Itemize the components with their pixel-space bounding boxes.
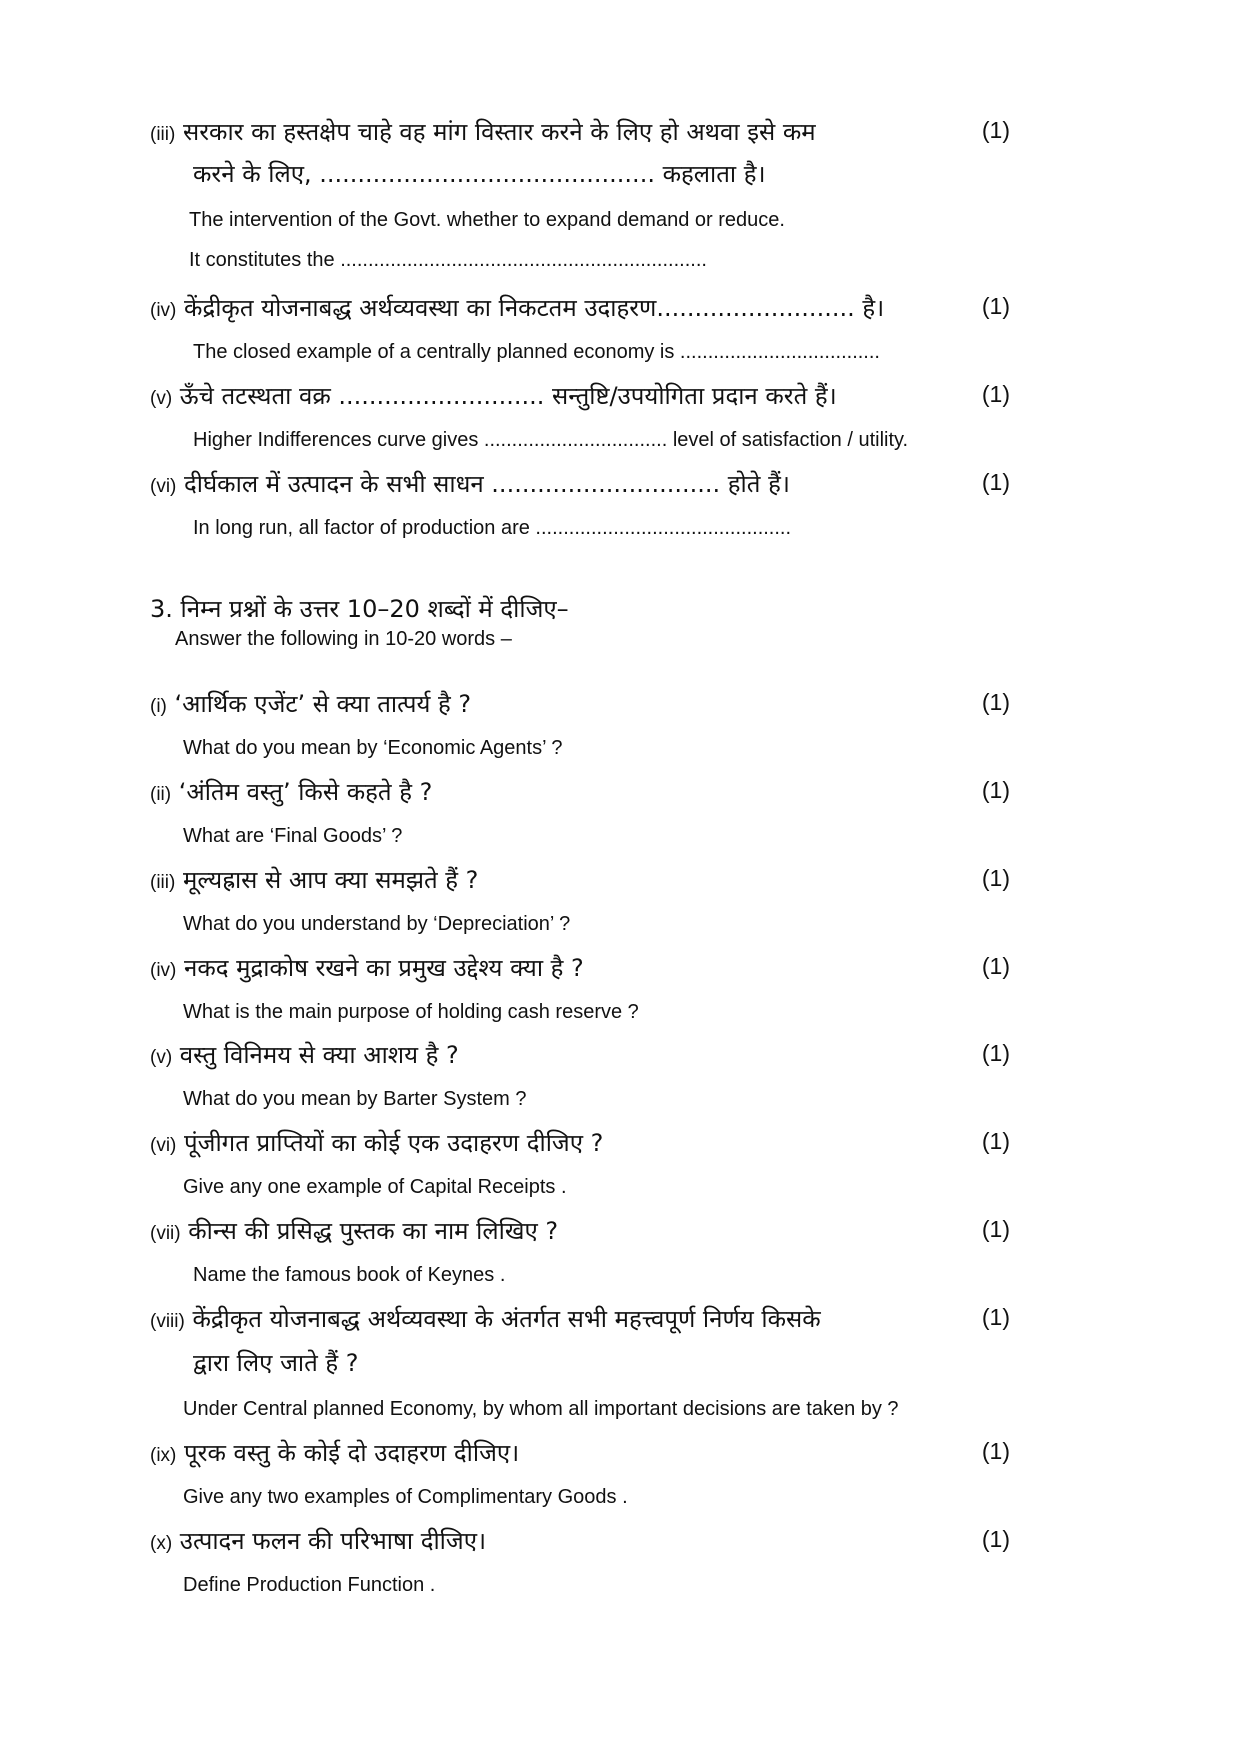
question-english: The closed example of a centrally planned economy is .................................... [193, 341, 880, 363]
question-english: Under Central planned Economy, by whom all important decisions are taken by ? [183, 1398, 899, 1420]
question-hindi: (x) उत्पादन फलन की परिभाषा दीजिए। [150, 1527, 487, 1555]
question-number: (viii) [150, 1311, 185, 1332]
question-number: (vii) [150, 1223, 181, 1244]
question-hindi-cont: द्वारा लिए जाते हैं ? [193, 1349, 359, 1377]
question-english: What do you mean by Barter System ? [183, 1088, 527, 1110]
question-number: (x) [150, 1533, 173, 1554]
marks: (1) [981, 1526, 1010, 1552]
question-number: (iii) [150, 124, 176, 145]
marks: (1) [981, 777, 1010, 803]
marks: (1) [981, 293, 1010, 319]
marks: (1) [981, 689, 1010, 715]
question-english: Give any two examples of Complimentary Goods . [183, 1486, 628, 1508]
question-hindi: (vii) कीन्स की प्रसिद्ध पुस्तक का नाम लिखिए ? [150, 1217, 559, 1245]
question-english: What are ‘Final Goods’ ? [183, 825, 403, 847]
question-number: (v) [150, 388, 173, 409]
question-number: (v) [150, 1047, 173, 1068]
question-hindi: (iii) मूल्यह्रास से आप क्या समझते हैं ? [150, 866, 479, 894]
question-number: (iv) [150, 300, 177, 321]
question-hindi: (iv) नकद मुद्राकोष रखने का प्रमुख उद्देश्य क्या है ? [150, 954, 584, 982]
question-hindi: (vi) पूंजीगत प्राप्तियों का कोई एक उदाहरण दीजिए ? [150, 1129, 604, 1157]
question-number: (vi) [150, 476, 177, 497]
section-heading-hindi: 3. निम्न प्रश्नों के उत्तर 10–20 शब्दों में दीजिए– [150, 595, 569, 623]
question-english: What is the main purpose of holding cash reserve ? [183, 1001, 639, 1023]
question-hindi: (ix) पूरक वस्तु के कोई दो उदाहरण दीजिए। [150, 1439, 520, 1467]
marks: (1) [981, 1040, 1010, 1066]
marks: (1) [981, 381, 1010, 407]
question-number: (iii) [150, 872, 176, 893]
question-english: What do you understand by ‘Depreciation’ ? [183, 913, 571, 935]
marks: (1) [981, 1128, 1010, 1154]
marks: (1) [981, 865, 1010, 891]
question-number: (iv) [150, 960, 177, 981]
question-english: Higher Indifferences curve gives ................................. level of satisfaction / utility. [193, 429, 909, 451]
question-hindi: (iii) सरकार का हस्तक्षेप चाहे वह मांग विस्तार करने के लिए हो अथवा इसे कम [150, 118, 816, 146]
question-number: (ii) [150, 784, 172, 805]
question-hindi: (vi) दीर्घकाल में उत्पादन के सभी साधन .............................. होते हैं। [150, 470, 790, 498]
question-hindi-cont: करने के लिए, ............................................ कहलाता है। [193, 160, 766, 188]
question-hindi: (v) वस्तु विनिमय से क्या आशय है ? [150, 1041, 459, 1069]
question-hindi: (iv) केंद्रीकृत योजनाबद्ध अर्थव्यवस्था का निकटतम उदाहरण.......................... है। [150, 294, 885, 322]
question-hindi: (viii) केंद्रीकृत योजनाबद्ध अर्थव्यवस्था के अंतर्गत सभी महत्त्वपूर्ण निर्णय किसके [150, 1305, 821, 1333]
marks: (1) [981, 1216, 1010, 1242]
question-number: (i) [150, 696, 167, 717]
question-hindi: (i) ‘आर्थिक एजेंट’ से क्या तात्पर्य है ? [150, 690, 472, 718]
marks: (1) [981, 1304, 1010, 1330]
marks: (1) [981, 469, 1010, 495]
question-english: The intervention of the Govt. whether to expand demand or reduce. [189, 209, 785, 231]
marks: (1) [981, 117, 1010, 143]
question-english: Name the famous book of Keynes . [193, 1264, 506, 1286]
question-english: What do you mean by ‘Economic Agents’ ? [183, 737, 563, 759]
marks: (1) [981, 953, 1010, 979]
question-english: In long run, all factor of production are .............................................. [193, 517, 792, 539]
marks: (1) [981, 1438, 1010, 1464]
section-heading-english: Answer the following in 10-20 words – [175, 628, 512, 650]
question-hindi: (ii) ‘अंतिम वस्तु’ किसे कहते है ? [150, 778, 433, 806]
question-hindi: (v) ऊँचे तटस्थता वक्र ........................... सन्तुष्टि/उपयोगिता प्रदान करते हैं। [150, 382, 837, 410]
question-english: Define Production Function . [183, 1574, 436, 1596]
question-number: (ix) [150, 1445, 177, 1466]
question-english: Give any one example of Capital Receipts . [183, 1176, 567, 1198]
question-english-cont: It constitutes the .................................................................. [189, 249, 707, 271]
question-number: (vi) [150, 1135, 177, 1156]
